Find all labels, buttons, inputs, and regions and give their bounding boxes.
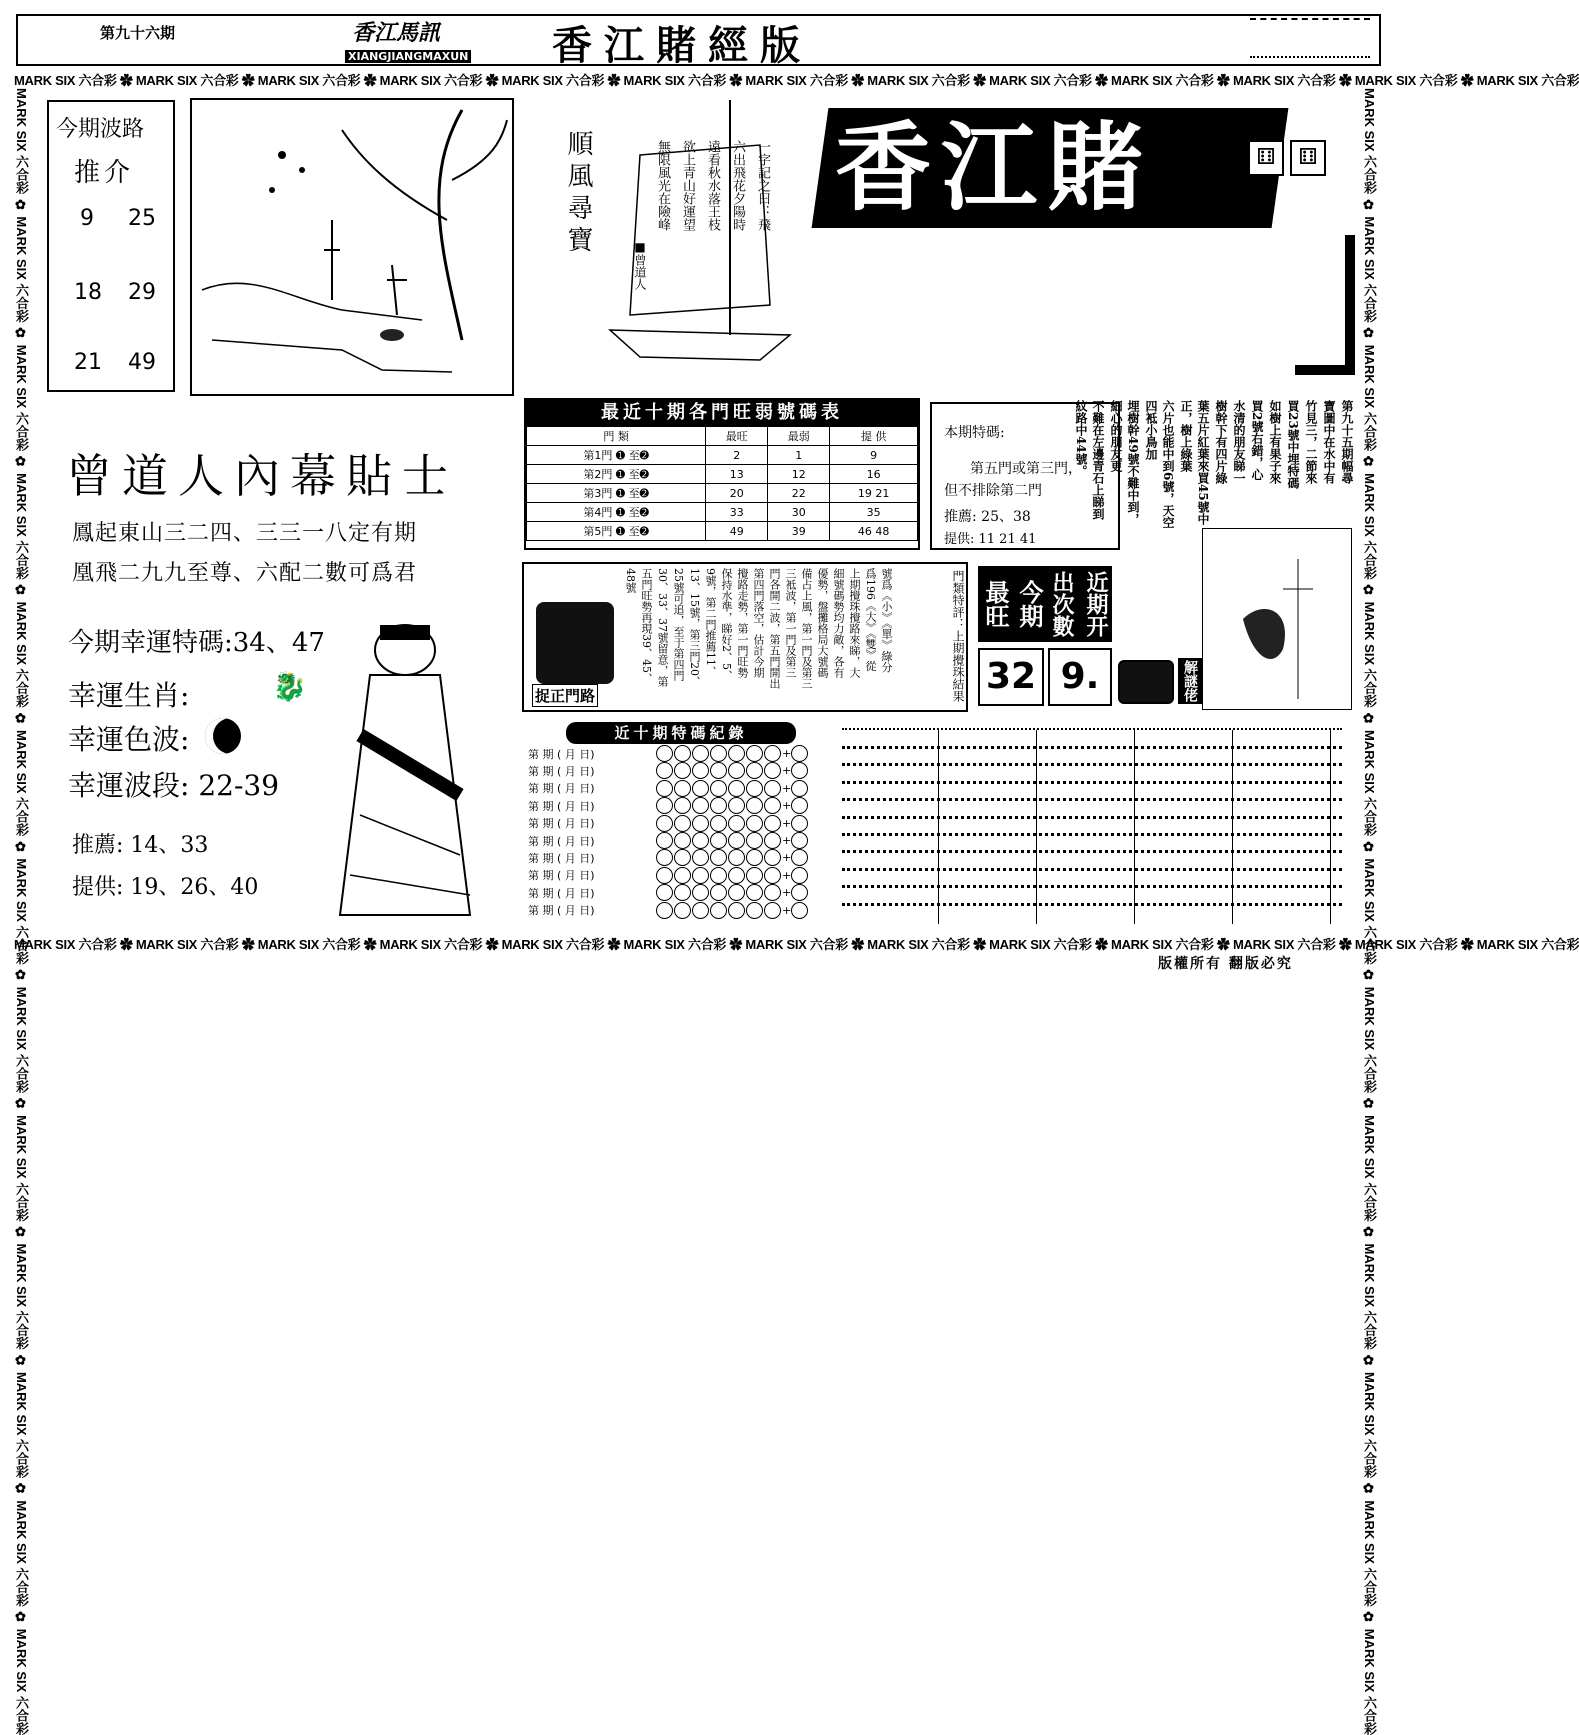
tips-line-2: 凰飛二九九至尊、六配二數可爲君 <box>72 561 418 586</box>
lucky-zodiac: 幸運生肖: <box>68 679 190 712</box>
logo-text: 香江賭 <box>835 112 1153 224</box>
wave-num-3a: 21 <box>74 350 102 375</box>
number-circle <box>710 902 727 919</box>
analysis-col-15: 30、33、37號留意，第 <box>656 568 669 687</box>
number-circle <box>764 815 781 832</box>
dice-icon: ⚅ <box>1248 140 1284 176</box>
brand-en: XIANGJIANGMAXUN <box>345 50 471 63</box>
special-provide: 提供: 11 21 41 <box>944 532 1037 547</box>
poem-line-2: 六出飛花夕陽時 <box>730 140 745 231</box>
number-circle <box>692 867 709 884</box>
number-circle <box>764 797 781 814</box>
issue-number: 第九十六期 <box>100 24 176 42</box>
dot-row <box>842 816 1342 819</box>
plus-sign: + <box>782 816 792 830</box>
number-circle <box>674 902 691 919</box>
poem-label: 順風尋寶 <box>563 130 593 258</box>
poem-line-4: 欲上青山好運望 <box>680 140 695 231</box>
banner-right: MARK SIX 六合彩 ✿ MARK SIX 六合彩 ✿ MARK SIX 六合彩 ✿ MARK SIX 六合彩 ✿ MARK SIX 六合彩 ✿ MARK SIX 六合彩 ✿ MARK SIX 六合彩 ✿ MARK SIX 六合彩 ✿ MARK SIX 六合彩 ✿ MARK SIX 六合彩 ✿ MARK SIX 六合彩 ✿ MARK SIX 六合彩 ✿ MARK SIX 六合彩 <box>1362 88 1377 1735</box>
wave-num-1a: 9 <box>80 206 94 231</box>
poem-line-5: 無限風光在險峰 <box>655 140 670 231</box>
plus-sign: + <box>782 886 792 900</box>
column-line-5: 如樹上有果子來 <box>1268 400 1282 484</box>
history-row <box>528 780 809 797</box>
number-circle <box>746 832 763 849</box>
number-circle <box>710 762 727 779</box>
number-circle <box>746 849 763 866</box>
number-circle <box>764 867 781 884</box>
number-circle <box>674 780 691 797</box>
number-circle <box>656 832 673 849</box>
lucky-color: 幸運色波: <box>68 723 190 756</box>
history-row <box>528 867 809 884</box>
history-dots <box>842 728 1342 924</box>
number-circle <box>656 762 673 779</box>
analysis-col-11: 保持水準，睇好2、5、 <box>720 568 733 681</box>
illustration-bird <box>1202 528 1352 710</box>
tips-title: 曾道人內幕貼士 <box>66 449 458 503</box>
number-circle <box>746 745 763 762</box>
plus-sign: + <box>782 834 792 847</box>
number-circle <box>728 797 745 814</box>
page-title: 香江賭經版 <box>552 23 812 69</box>
history-row <box>528 797 809 814</box>
number-circle <box>674 797 691 814</box>
number-circle <box>710 797 727 814</box>
door-table-title: 最近十期各門旺弱號碼表 <box>526 400 918 426</box>
poem-body <box>653 140 772 300</box>
illustration-tree <box>190 98 514 396</box>
wave-num-3b: 49 <box>128 350 156 375</box>
number-circle <box>674 884 691 901</box>
analysis-col-12: 9號，第二門推薦11、 <box>704 568 717 677</box>
number-circle <box>710 832 727 849</box>
column-line-11: 埋樹幹49號不難中到，細心的朋友更 <box>1109 400 1140 525</box>
number-circle <box>764 832 781 849</box>
dot-row <box>842 798 1342 801</box>
door-table-wrap <box>524 398 920 550</box>
stats-v2: 9. <box>1048 648 1112 706</box>
stats-h2: 今期 <box>1012 566 1046 642</box>
banner-bottom: MARK SIX 六合彩 ✿ MARK SIX 六合彩 ✿ MARK SIX 六合彩 ✿ MARK SIX 六合彩 ✿ MARK SIX 六合彩 ✿ MARK SIX 六合彩 ✿ MARK SIX 六合彩 ✿ MARK SIX 六合彩 ✿ MARK SIX 六合彩 ✿ MARK SIX 六合彩 ✿ MARK SIX 六合彩 ✿ MARK SIX 六合彩 ✿ MARK SIX 六合彩 <box>14 937 1579 952</box>
analysis-caption: 捉正門路 <box>532 684 598 707</box>
dot-col-divider <box>1036 730 1037 924</box>
stats-h1: 最旺 <box>978 566 1012 642</box>
number-circle <box>728 762 745 779</box>
moon-icon <box>205 718 241 754</box>
number-circle <box>710 849 727 866</box>
dot-row <box>842 746 1342 749</box>
special-circle <box>791 745 808 762</box>
dot-col-divider <box>1134 730 1135 924</box>
stats-h3: 出次數 <box>1044 566 1078 642</box>
column-line-3: 竹見三，二節來 <box>1304 400 1318 484</box>
number-circle <box>764 762 781 779</box>
lucky-range: 幸運波段: 22-39 <box>68 769 280 802</box>
analysis-col-1: 號爲《小》《單》綠分 <box>880 568 893 673</box>
special-circle <box>791 832 808 849</box>
analysis-col-5: 優勢，盤攤格局大號碼 <box>816 568 829 678</box>
history-row <box>528 745 809 762</box>
wave-subtitle: 推介 <box>74 158 135 188</box>
number-circle <box>728 815 745 832</box>
special-circle <box>791 780 808 797</box>
history-row-label: 第 期 ( 月 日) <box>528 747 595 761</box>
dot-row <box>842 850 1342 853</box>
fortune-god-icon <box>330 615 480 925</box>
plus-sign: + <box>782 747 792 760</box>
stats-v1: 32 <box>978 648 1044 706</box>
dot-col-divider <box>938 730 939 924</box>
dot-row <box>842 885 1342 888</box>
number-circle <box>746 815 763 832</box>
stats-h4: 近期开 <box>1078 566 1112 642</box>
col-door: 門 類 <box>527 427 706 446</box>
bird-drawing-icon <box>1203 529 1351 709</box>
special-circle <box>791 762 808 779</box>
dot-row <box>842 763 1342 766</box>
dot-col-divider <box>1232 730 1233 924</box>
analysis-col-4: 細號碼勢均力敵，各有 <box>832 568 845 678</box>
number-circle <box>764 780 781 797</box>
analysis-col-13: 13、15號，第三門20、 <box>688 568 701 687</box>
col-min: 最弱 <box>768 427 830 446</box>
number-circle <box>674 815 691 832</box>
plus-sign: + <box>782 851 792 865</box>
number-circle <box>656 902 673 919</box>
tips-provide: 提供: 19、26、40 <box>72 875 259 900</box>
col-prov: 提 供 <box>830 427 918 446</box>
table-row: 第3門 ➊ 至➋ 20 22 19 21 <box>527 484 918 503</box>
dot-row <box>842 833 1342 836</box>
column-line-1: 第九十五期幅尋 <box>1340 400 1354 484</box>
number-circle <box>746 867 763 884</box>
history-row-label: 第 期 ( 月 日) <box>528 834 595 848</box>
dot-row <box>842 868 1342 871</box>
table-row: 第4門 ➊ 至➋ 33 30 35 <box>527 503 918 522</box>
number-circle <box>728 832 745 849</box>
special-line-1: 第五門或第三門， <box>970 461 1082 477</box>
special-circle <box>791 815 808 832</box>
number-circle <box>692 902 709 919</box>
analysis-col-14: 25號可追，至于第四門 <box>672 568 685 681</box>
column-line-2: 寶圖中在水中有 <box>1322 400 1336 484</box>
column-line-6: 買2號右錯，心 <box>1250 400 1264 481</box>
poem-line-3: 遠看秋水落王枝 <box>705 140 720 231</box>
number-circle <box>728 745 745 762</box>
special-circle <box>791 797 808 814</box>
analysis-col-9: 第四門落空，估計今期 <box>752 568 765 678</box>
number-circle <box>764 745 781 762</box>
number-circle <box>692 797 709 814</box>
plus-sign: + <box>782 764 792 778</box>
column-line-10: 六片也能中到6號，天空四袛小鳥加 <box>1144 400 1175 529</box>
history-row-label: 第 期 ( 月 日) <box>528 886 595 900</box>
number-circle <box>674 867 691 884</box>
number-circle <box>674 762 691 779</box>
plus-sign: + <box>782 799 792 813</box>
number-circle <box>746 884 763 901</box>
logo-swirl <box>1295 235 1355 375</box>
number-circle <box>710 780 727 797</box>
number-circle <box>656 884 673 901</box>
analysis-text <box>622 568 894 708</box>
number-circle <box>656 815 673 832</box>
history-row <box>528 832 809 849</box>
history-row-label: 第 期 ( 月 日) <box>528 817 595 831</box>
special-recommend: 推薦: 25、38 <box>944 509 1031 525</box>
history-row-label: 第 期 ( 月 日) <box>528 782 595 796</box>
dice-icon-2: ⚅ <box>1290 140 1326 176</box>
number-circle <box>728 884 745 901</box>
tips-line-1: 鳳起東山三二四、三三一八定有期 <box>72 521 418 546</box>
special-circle <box>791 902 808 919</box>
number-circle <box>674 832 691 849</box>
special-circle <box>791 849 808 866</box>
number-circle <box>710 884 727 901</box>
history-row-label: 第 期 ( 月 日) <box>528 869 595 883</box>
number-circle <box>692 745 709 762</box>
brand-cn: 香江馬訊 <box>352 20 441 46</box>
copyright: 版權所有 翻版必究 <box>1158 956 1293 972</box>
number-circle <box>764 884 781 901</box>
hint-icon <box>1118 660 1174 704</box>
number-circle <box>746 797 763 814</box>
number-circle <box>674 745 691 762</box>
dot-col-divider <box>1330 730 1331 924</box>
number-circle <box>746 902 763 919</box>
number-circle <box>692 849 709 866</box>
analysis-col-6: 備占上風，第一門及第三 <box>800 568 813 689</box>
history-row <box>528 815 809 832</box>
analysis-col-7: 三袛波，第一門及第三 <box>784 568 797 678</box>
table-row: 第2門 ➊ 至➋ 13 12 16 <box>527 465 918 484</box>
wave-num-1b: 25 <box>128 206 156 231</box>
column-line-7: 水清的朋友睇一 <box>1232 400 1246 484</box>
number-circle <box>656 867 673 884</box>
banner-top: MARK SIX 六合彩 ✿ MARK SIX 六合彩 ✿ MARK SIX 六合彩 ✿ MARK SIX 六合彩 ✿ MARK SIX 六合彩 ✿ MARK SIX 六合彩 ✿ MARK SIX 六合彩 ✿ MARK SIX 六合彩 ✿ MARK SIX 六合彩 ✿ MARK SIX 六合彩 ✿ MARK SIX 六合彩 ✿ MARK SIX 六合彩 ✿ MARK SIX 六合彩 <box>14 73 1579 88</box>
number-circle <box>710 815 727 832</box>
number-circle <box>728 780 745 797</box>
plus-sign: + <box>782 868 792 882</box>
history-row <box>528 762 809 779</box>
number-circle <box>692 815 709 832</box>
zodiac-icon: 🐉 <box>272 670 307 703</box>
analysis-col-17: 48號 <box>624 568 637 593</box>
wave-box <box>47 100 175 392</box>
number-circle <box>728 849 745 866</box>
number-circle <box>764 849 781 866</box>
analysis-col-16: 五門旺勢再現39、45、 <box>640 568 653 684</box>
tree-drawing-icon <box>192 100 512 394</box>
number-circle <box>692 762 709 779</box>
column-line-12: 不難在左邊青石上睇到紋路中44號。 <box>1074 400 1105 520</box>
number-circle <box>746 780 763 797</box>
table-row: 第5門 ➊ 至➋ 49 39 46 48 <box>527 522 918 541</box>
history-row-label: 第 期 ( 月 日) <box>528 764 595 778</box>
tips-recommend: 推薦: 14、33 <box>72 833 209 858</box>
number-circle <box>692 780 709 797</box>
analysis-col-2: 爲196《大》《雙》從 <box>864 568 877 672</box>
special-circle <box>791 867 808 884</box>
door-table <box>526 426 918 541</box>
column-line-9: 葉五片紅葉來買45號中正，樹上綠葉 <box>1179 400 1210 525</box>
history-rows <box>528 745 838 925</box>
number-circle <box>692 884 709 901</box>
door-note: 門類特評：上期攪珠結果 <box>951 570 965 702</box>
plus-sign: + <box>782 903 792 917</box>
number-circle <box>656 780 673 797</box>
analysis-image <box>536 602 614 684</box>
hint-label: 解謎佬 <box>1178 658 1202 704</box>
analysis-col-3: 上期攪珠攪路來睇，大 <box>848 568 861 678</box>
number-circle <box>728 902 745 919</box>
col-max: 最旺 <box>706 427 768 446</box>
number-circle <box>728 867 745 884</box>
wave-title: 今期波路 <box>56 117 145 142</box>
lucky-code: 今期幸運特碼:34、47 <box>68 628 325 658</box>
history-row-label: 第 期 ( 月 日) <box>528 799 595 813</box>
history-row <box>528 902 809 919</box>
number-circle <box>656 797 673 814</box>
history-title: 近十期特碼紀錄 <box>566 722 796 744</box>
plus-sign: + <box>782 781 792 795</box>
banner-left: MARK SIX 六合彩 ✿ MARK SIX 六合彩 ✿ MARK SIX 六合彩 ✿ MARK SIX 六合彩 ✿ MARK SIX 六合彩 ✿ MARK SIX 六合彩 ✿ MARK SIX 六合彩 ✿ MARK SIX 六合彩 ✿ MARK SIX 六合彩 ✿ MARK SIX 六合彩 ✿ MARK SIX 六合彩 ✿ MARK SIX 六合彩 ✿ MARK SIX 六合彩 <box>14 88 29 1735</box>
history-row-label: 第 期 ( 月 日) <box>528 904 595 918</box>
number-circle <box>746 762 763 779</box>
number-circle <box>710 867 727 884</box>
dot-row <box>842 781 1342 784</box>
number-circle <box>692 832 709 849</box>
history-row <box>528 884 809 901</box>
special-label: 本期特碼: <box>944 425 1005 441</box>
header-ink <box>1250 18 1370 58</box>
dot-row <box>842 903 1342 906</box>
wave-num-2a: 18 <box>74 280 102 305</box>
number-circle <box>656 849 673 866</box>
number-circle <box>764 902 781 919</box>
column-line-4: 買23號中埋特碼 <box>1286 400 1300 489</box>
analysis-col-10: 攪路走勢，第一門旺勢 <box>736 568 749 678</box>
column-line-8: 樹幹下有四片綠 <box>1214 400 1228 484</box>
history-row <box>528 849 809 866</box>
poem-author: ■曾道人 <box>633 240 647 290</box>
special-circle <box>791 884 808 901</box>
number-circle <box>656 745 673 762</box>
treasure-column <box>1074 400 1356 530</box>
wave-num-2b: 29 <box>128 280 156 305</box>
table-row: 第1門 ➊ 至➋ 2 1 9 <box>527 446 918 465</box>
number-circle <box>710 745 727 762</box>
analysis-col-8: 門各開二波，第五門開出 <box>768 568 781 689</box>
special-line-2: 但不排除第二門 <box>944 483 1042 499</box>
number-circle <box>674 849 691 866</box>
poem-line-1: 一字記之曰：飛 <box>755 140 770 231</box>
history-row-label: 第 期 ( 月 日) <box>528 851 595 865</box>
